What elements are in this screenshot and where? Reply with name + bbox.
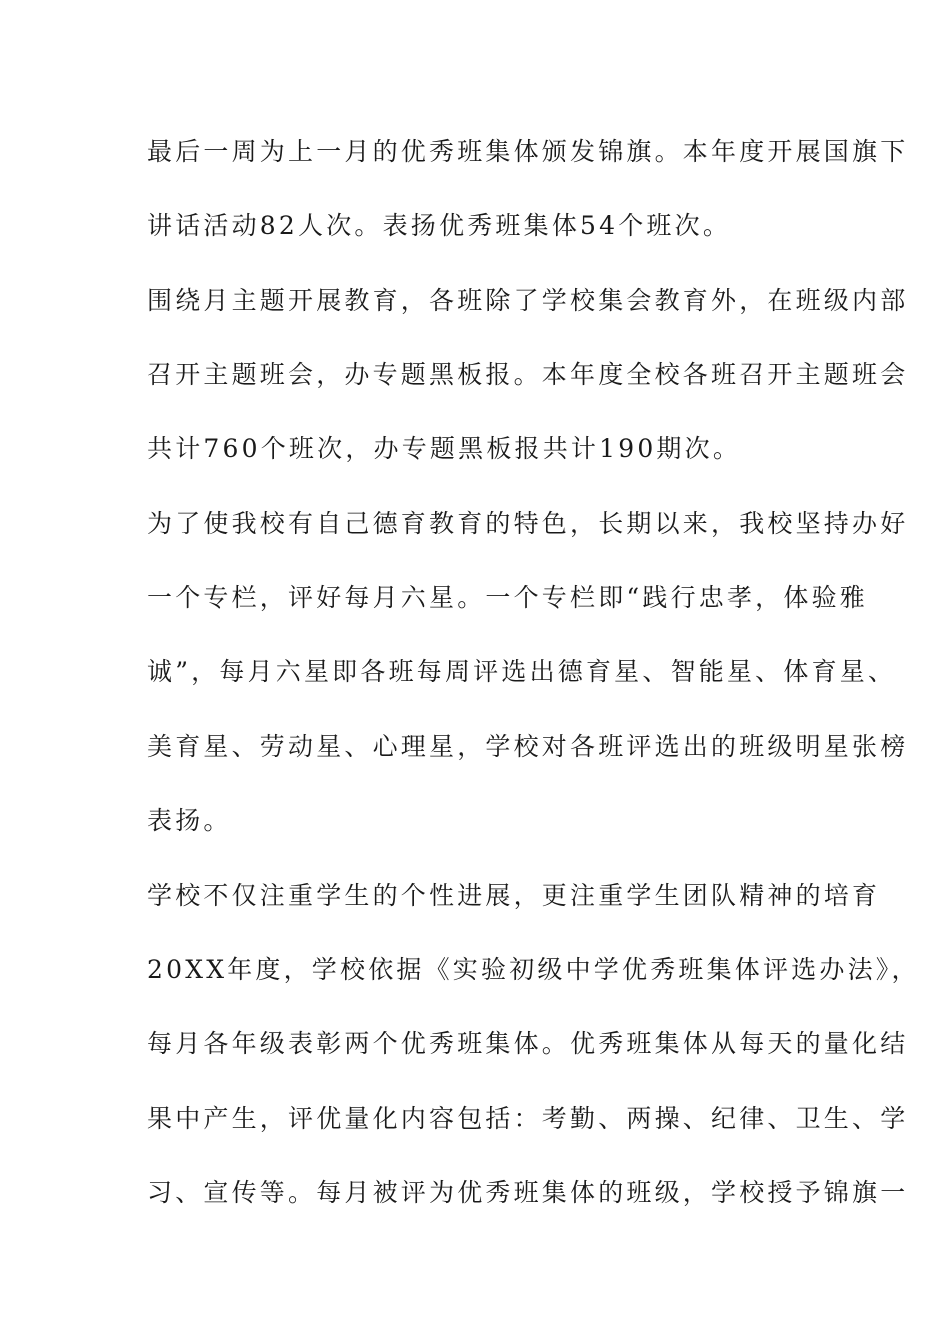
text-line: 召开主题班会，办专题黑板报。本年度全校各班召开主题班会 — [147, 360, 909, 389]
text-line: 20XX年度，学校依据《实验初级中学优秀班集体评选办法》， — [147, 955, 920, 984]
text-line: 学校不仅注重学生的个性进展，更注重学生团队精神的培育 — [147, 881, 881, 910]
text-line: 为了使我校有自己德育教育的特色，长期以来，我校坚持办好 — [147, 509, 909, 538]
text-line: 果中产生，评优量化内容包括：考勤、两操、纪律、卫生、学 — [147, 1104, 909, 1133]
text-line: 每月各年级表彰两个优秀班集体。优秀班集体从每天的量化结 — [147, 1029, 909, 1058]
text-line: 诚”，每月六星即各班每周评选出德育星、智能星、体育星、 — [147, 657, 897, 686]
text-line: 一个专栏，评好每月六星。一个专栏即“践行忠孝，体验雅 — [147, 583, 868, 612]
text-line: 围绕月主题开展教育，各班除了学校集会教育外，在班级内部 — [147, 286, 909, 315]
text-line: 共计760个班次，办专题黑板报共计190期次。 — [147, 434, 742, 463]
text-line: 美育星、劳动星、心理星，学校对各班评选出的班级明星张榜 — [147, 732, 909, 761]
text-line: 最后一周为上一月的优秀班集体颁发锦旗。本年度开展国旗下 — [147, 137, 909, 166]
text-line: 讲话活动82人次。表扬优秀班集体54个班次。 — [147, 211, 732, 240]
text-line: 表扬。 — [147, 806, 232, 835]
text-line: 习、宣传等。每月被评为优秀班集体的班级，学校授予锦旗一 — [147, 1178, 909, 1207]
